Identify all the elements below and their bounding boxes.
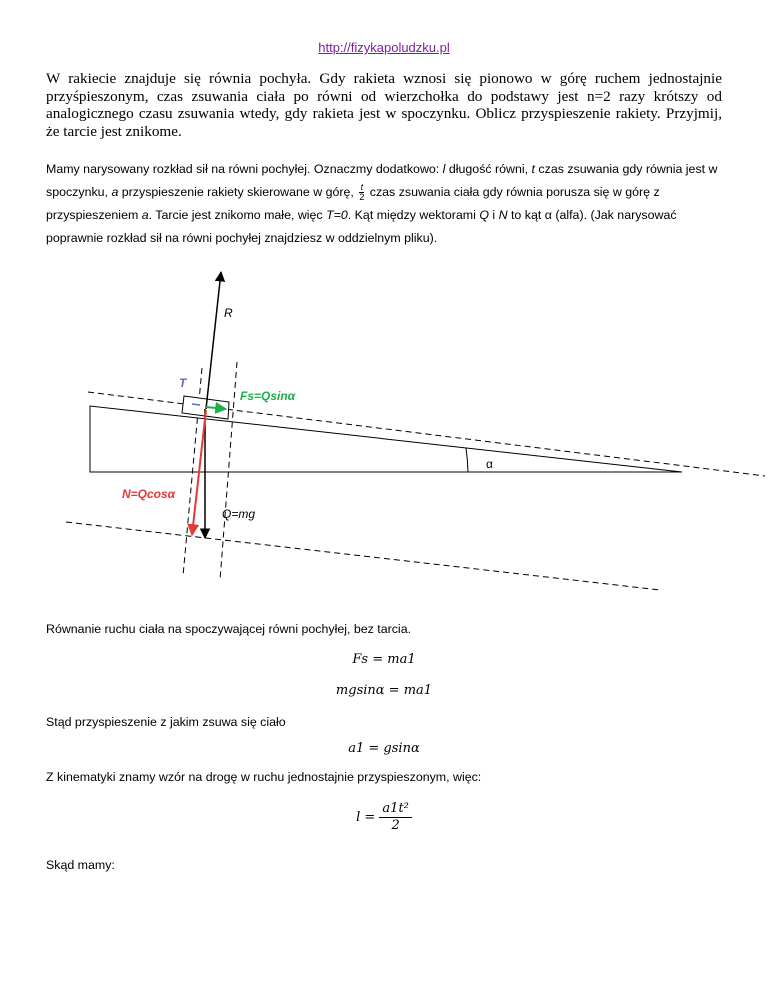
equation-3: a1 = gsinα: [348, 741, 420, 756]
label-N: N=Qcosα: [122, 487, 176, 501]
equation-2: mgsinα = ma1: [335, 683, 433, 698]
problem-statement: W rakiecie znajduje się równia pochyła. Gdy rakieta wznosi się pionowo w górę ruchem jednostajnie przyśpieszonym, czas zsuwania ciała po równi od wierzchołka do podstawy jest n=2 razy krótszy od analogicznego czasu zsuwania wtedy, gdy rakieta jest w spoczynku. Oblicz przyspieszenie rakiety. Przyjmij, że tarcie jest znikome.: [46, 70, 722, 140]
inclined-plane-diagram: [0, 270, 768, 610]
vector-T: [192, 404, 200, 405]
equation-4-fraction: $\frac{\text{a1t²}}{2}$: [379, 801, 411, 834]
dashed-vertical-right: [220, 362, 237, 580]
label-Fs: Fs=Qsinα: [240, 389, 296, 403]
section1-text: Równanie ruchu ciała na spoczywającej równi pochyłej, bez tarcia.: [46, 622, 412, 636]
vector-R: [206, 272, 221, 409]
incline-triangle: [90, 406, 682, 472]
dashed-line-bottom: [66, 522, 660, 590]
equation-4: l = $\frac{\text{a1t²}}{2}$: [0, 801, 768, 834]
section3-text: Z kinematyki znamy wzór na drogę w ruchu jednostajnie przyspieszonym, więc:: [46, 770, 482, 784]
label-alpha: α: [486, 457, 493, 471]
section4-text: Skąd mamy:: [46, 858, 115, 872]
time-half-fraction: $\frac{t}{2}$: [359, 182, 365, 203]
intro-paragraph: Mamy narysowany rozkład sił na równi pochyłej. Oznaczmy dodatkowo: l długość równi, t czas zsuwania gdy równia jest w spoczynku, a przyspieszenie rakiety skierowane w górę, $\frac{t}{2}$ czas zsuwania ciała gdy równia porusza się w górę z przyspieszeniem a. Tarcie jest znikomo małe, więc T=0. Kąt między wektorami Q i N to kąt α (alfa). (Jak narysować poprawnie rozkład sił na równi pochyłej znajdziesz w oddzielnym pliku).: [46, 162, 718, 245]
label-R: R: [224, 306, 233, 320]
label-Q: Q=mg: [222, 507, 256, 521]
equation-1: Fs = ma1: [352, 652, 416, 667]
angle-arc: [466, 448, 468, 472]
label-T: T: [179, 376, 187, 390]
source-url-link[interactable]: http://fizykapoludzku.pl: [318, 40, 450, 55]
section2-text: Stąd przyspieszenie z jakim zsuwa się ciało: [46, 715, 286, 729]
